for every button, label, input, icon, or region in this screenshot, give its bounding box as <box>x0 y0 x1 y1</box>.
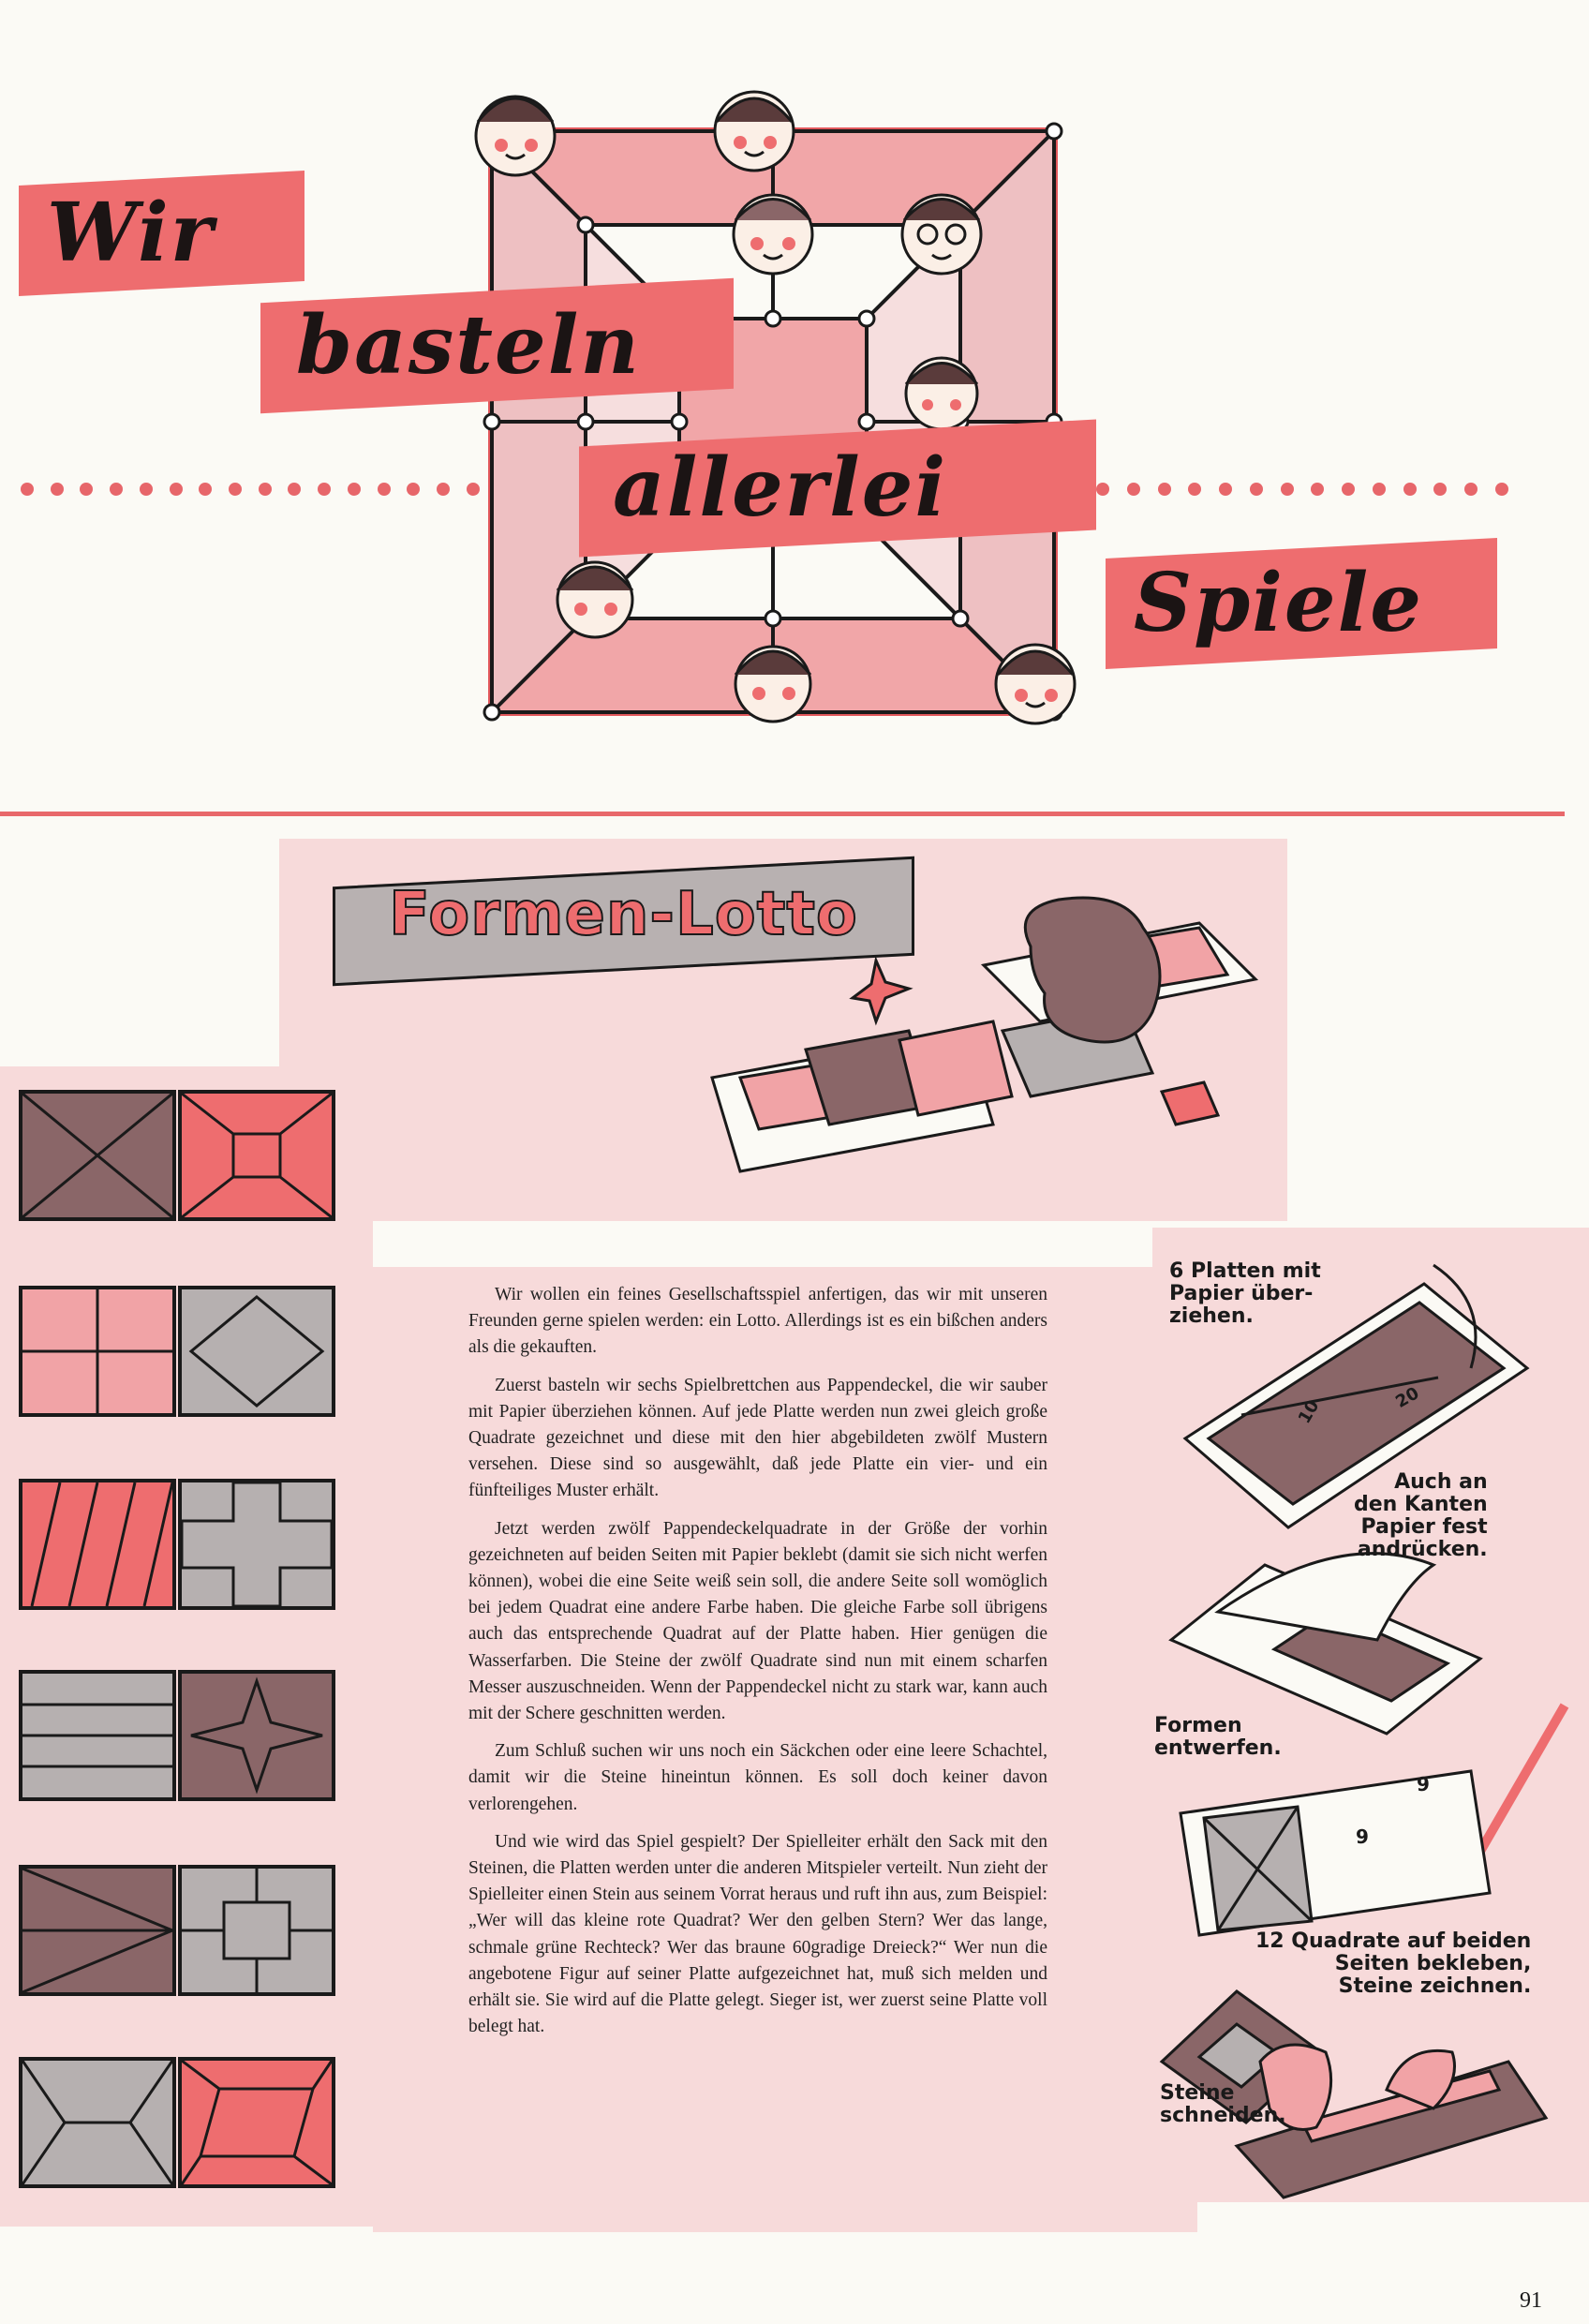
left-column-background <box>0 1066 373 2227</box>
pattern-tile-horizontal-stripes <box>19 1670 176 1801</box>
dimension-label: 10 <box>1294 1396 1324 1427</box>
caption-line: ziehen. <box>1169 1304 1254 1328</box>
caption-step-5 <box>1160 2082 1286 2127</box>
caption-step-3 <box>1154 1715 1282 1760</box>
section-heading: Formen-Lotto <box>389 880 858 949</box>
title-banner-1 <box>19 171 304 296</box>
pattern-tile-quarters <box>19 1286 176 1417</box>
pattern-tile-frame <box>178 1090 335 1221</box>
paragraph: Und wie wird das Spiel gespielt? Der Spielleiter erhält den Sack mit den Steinen, die Platten werden unter die anderen Mitspieler verteilt. Nun zieht der Spielleiter einen Stein aus seinem Vorrat heraus und ruft ihn aus, zum Beispiel: „Wer will das kleine rote Quadrat? Wer den gelben Stern? Wer das lange, schmale grüne Rechteck? Wer das braune 60gradige Dreieck?“ Wer nun die angebotene Figur auf seiner Platte aufgezeichnet hat, muß sich melden und erhält sie. Sie wird auf die Platte gelegt. Sieger ist, wer zuerst seine Platte voll belegt hat. <box>468 1831 1047 2037</box>
caption-step-4 <box>1255 1930 1531 1998</box>
dimension-label: 20 <box>1392 1383 1423 1412</box>
pattern-tile-x <box>19 1090 176 1221</box>
article-body <box>468 1282 1047 2051</box>
caption-step-2 <box>1354 1471 1488 1561</box>
page-number: 91 <box>1520 2288 1542 2313</box>
title-banner-4 <box>1106 538 1497 669</box>
paragraph: Zuerst basteln wir sechs Spielbrettchen aus Pappendeckel, die wir sauber mit Papier überziehen können. Auf jede Platte werden nun zwei gleich große Quadrate gezeichnet und diese mit den hier abgebildeten zwölf Mustern versehen. Diese sind so ausgewählt, daß jede Platte ein vier- und ein fünfteiliges Muster erhält. <box>468 1375 1047 1501</box>
caption-line: 12 Quadrate auf beiden <box>1255 1929 1532 1953</box>
caption-line: Steine <box>1160 2081 1235 2105</box>
pattern-tile-star <box>178 1670 335 1801</box>
section-divider <box>0 812 1565 816</box>
dimension-label: 9 <box>1356 1825 1369 1848</box>
caption-step-1 <box>1169 1260 1321 1328</box>
title-line-1: Wir <box>47 186 215 280</box>
pattern-tile-parallelogram <box>178 2057 335 2188</box>
pattern-tile-square-center <box>178 1865 335 1996</box>
decorative-dots-left <box>21 480 480 499</box>
caption-line: Papier über- <box>1169 1282 1314 1305</box>
title-illustration <box>473 56 1092 768</box>
paragraph: Jetzt werden zwölf Pappendeckelquadrate in der Größe der vorhin gezeichneten auf beiden Seiten mit Papier beklebt (damit sie sich nicht werfen können), wobei die eine Seite weiß sein soll, die andere Seite soll womöglich bei jedem Quadrat eine andere Farbe haben. Die gleiche Farbe soll übrigens auch das entsprechende Quadrat auf der Platte haben. Hier genügen die Wasserfarben. Die Steine der zwölf Quadrate sind nun mit einem scharfen Messer auszuschneiden. Wenn der Pappendeckel nicht zu stark war, kann auch mit der Schere geschnitten werden. <box>468 1518 1047 1724</box>
title-line-4: Spiele <box>1134 556 1424 650</box>
child-face-icon <box>476 97 555 175</box>
title-line-3: allerlei <box>613 440 948 535</box>
dimension-label: 9 <box>1417 1773 1430 1795</box>
pattern-tile-diagonal-stripes <box>19 1479 176 1610</box>
pattern-tile-cross <box>178 1479 335 1610</box>
paragraph: Wir wollen ein feines Gesellschaftsspiel anfertigen, das wir mit unseren Freunden gerne spielen werden: ein Lotto. Allerdings ist es ein bißchen anders als die gekauften. <box>468 1285 1047 1358</box>
caption-line: Seiten bekleben, <box>1334 1952 1532 1975</box>
title-line-2: basteln <box>296 298 641 393</box>
pattern-tile-triangles <box>19 1865 176 1996</box>
caption-line: Formen <box>1154 1714 1242 1737</box>
caption-line: 6 Platten mit <box>1169 1259 1321 1283</box>
pattern-tile-hexagon <box>19 2057 176 2188</box>
caption-line: andrücken. <box>1357 1538 1488 1561</box>
caption-line: Auch an <box>1394 1470 1488 1494</box>
caption-line: Steine zeichnen. <box>1338 1974 1532 1998</box>
decorative-dots-right <box>1096 480 1508 499</box>
caption-line: Papier fest <box>1360 1515 1488 1539</box>
caption-line: den Kanten <box>1354 1493 1488 1516</box>
caption-line: entwerfen. <box>1154 1736 1282 1760</box>
game-pieces-illustration <box>684 890 1284 1181</box>
pattern-tile-diamond <box>178 1286 335 1417</box>
paragraph: Zum Schluß suchen wir uns noch ein Säckchen oder eine leere Schachtel, damit wir die Steine hineintun können. Es soll doch keiner davon verlorengehen. <box>468 1741 1047 1814</box>
caption-line: schneiden. <box>1160 2104 1286 2127</box>
